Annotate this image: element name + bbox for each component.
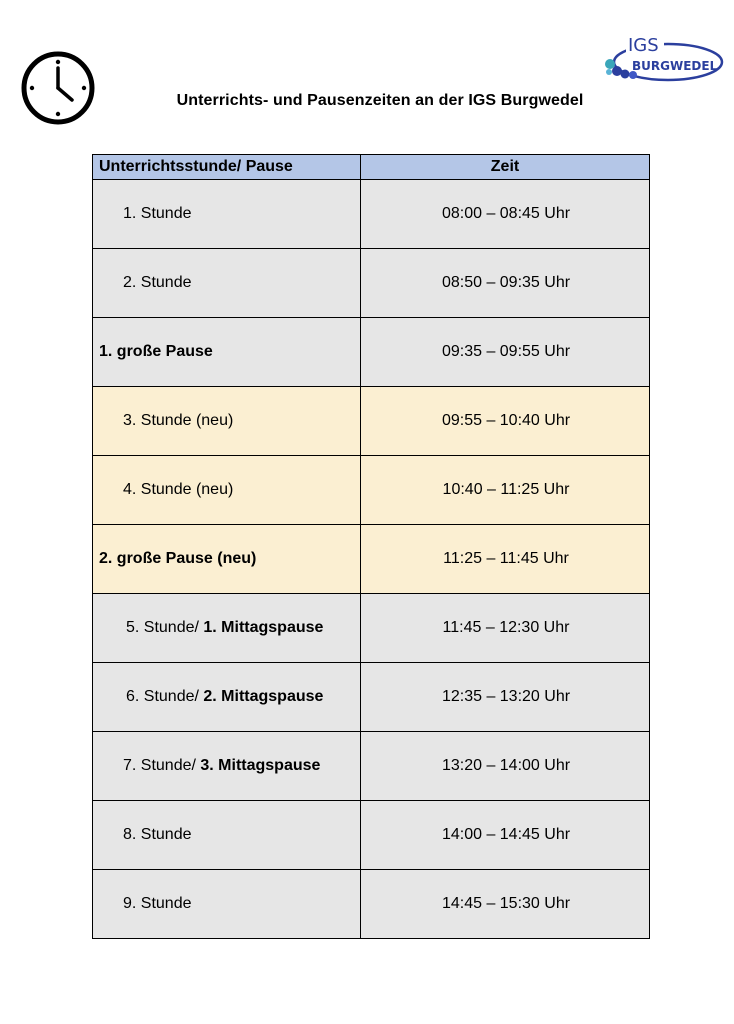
row-time: 12:35 – 13:20 Uhr bbox=[361, 663, 650, 732]
schedule-table bbox=[92, 154, 650, 939]
row-time: 08:00 – 08:45 Uhr bbox=[361, 180, 650, 249]
row-label-bold: 2. Mittagspause bbox=[203, 688, 324, 705]
row-label: 1. große Pause bbox=[93, 318, 361, 387]
table-row bbox=[93, 732, 650, 801]
row-label: 2. große Pause (neu) bbox=[93, 525, 361, 594]
row-label: 4. Stunde (neu) bbox=[93, 456, 361, 525]
row-time: 10:40 – 11:25 Uhr bbox=[361, 456, 650, 525]
row-label: 8. Stunde bbox=[93, 801, 361, 870]
row-time: 13:20 – 14:00 Uhr bbox=[361, 732, 650, 801]
table-row bbox=[93, 318, 650, 387]
row-label-prefix: 5. Stunde/ bbox=[126, 619, 204, 636]
row-time: 09:55 – 10:40 Uhr bbox=[361, 387, 650, 456]
table-row bbox=[93, 249, 650, 318]
row-time: 14:45 – 15:30 Uhr bbox=[361, 870, 650, 939]
school-logo bbox=[600, 30, 724, 86]
table-row bbox=[93, 663, 650, 732]
row-label-prefix: 6. Stunde/ bbox=[126, 688, 204, 705]
row-time: 11:45 – 12:30 Uhr bbox=[361, 594, 650, 663]
column-header-time: Zeit bbox=[361, 155, 650, 180]
row-label-prefix: 7. Stunde/ bbox=[123, 757, 201, 774]
row-label-bold: 1. Mittagspause bbox=[203, 619, 324, 636]
row-time: 09:35 – 09:55 Uhr bbox=[361, 318, 650, 387]
page-title: Unterrichts- und Pausenzeiten an der IGS Burgwedel bbox=[176, 92, 584, 109]
table-row bbox=[93, 525, 650, 594]
row-label: 9. Stunde bbox=[93, 870, 361, 939]
clock-icon bbox=[20, 50, 96, 126]
table-row bbox=[93, 594, 650, 663]
row-time: 14:00 – 14:45 Uhr bbox=[361, 801, 650, 870]
row-label bbox=[93, 732, 361, 801]
row-label bbox=[93, 594, 361, 663]
logo-text-bottom: BURGWEDEL bbox=[632, 59, 718, 73]
row-label: 3. Stunde (neu) bbox=[93, 387, 361, 456]
row-time: 08:50 – 09:35 Uhr bbox=[361, 249, 650, 318]
table-row bbox=[93, 870, 650, 939]
column-header-period: Unterrichtsstunde/ Pause bbox=[93, 155, 361, 180]
table-row bbox=[93, 387, 650, 456]
row-label bbox=[93, 663, 361, 732]
row-label: 1. Stunde bbox=[93, 180, 361, 249]
logo-text-top: IGS bbox=[628, 35, 659, 56]
row-time: 11:25 – 11:45 Uhr bbox=[361, 525, 650, 594]
table-row bbox=[93, 456, 650, 525]
table-row bbox=[93, 180, 650, 249]
row-label-bold: 3. Mittagspause bbox=[200, 757, 321, 774]
row-label: 2. Stunde bbox=[93, 249, 361, 318]
table-header-row bbox=[93, 155, 650, 180]
table-row bbox=[93, 801, 650, 870]
